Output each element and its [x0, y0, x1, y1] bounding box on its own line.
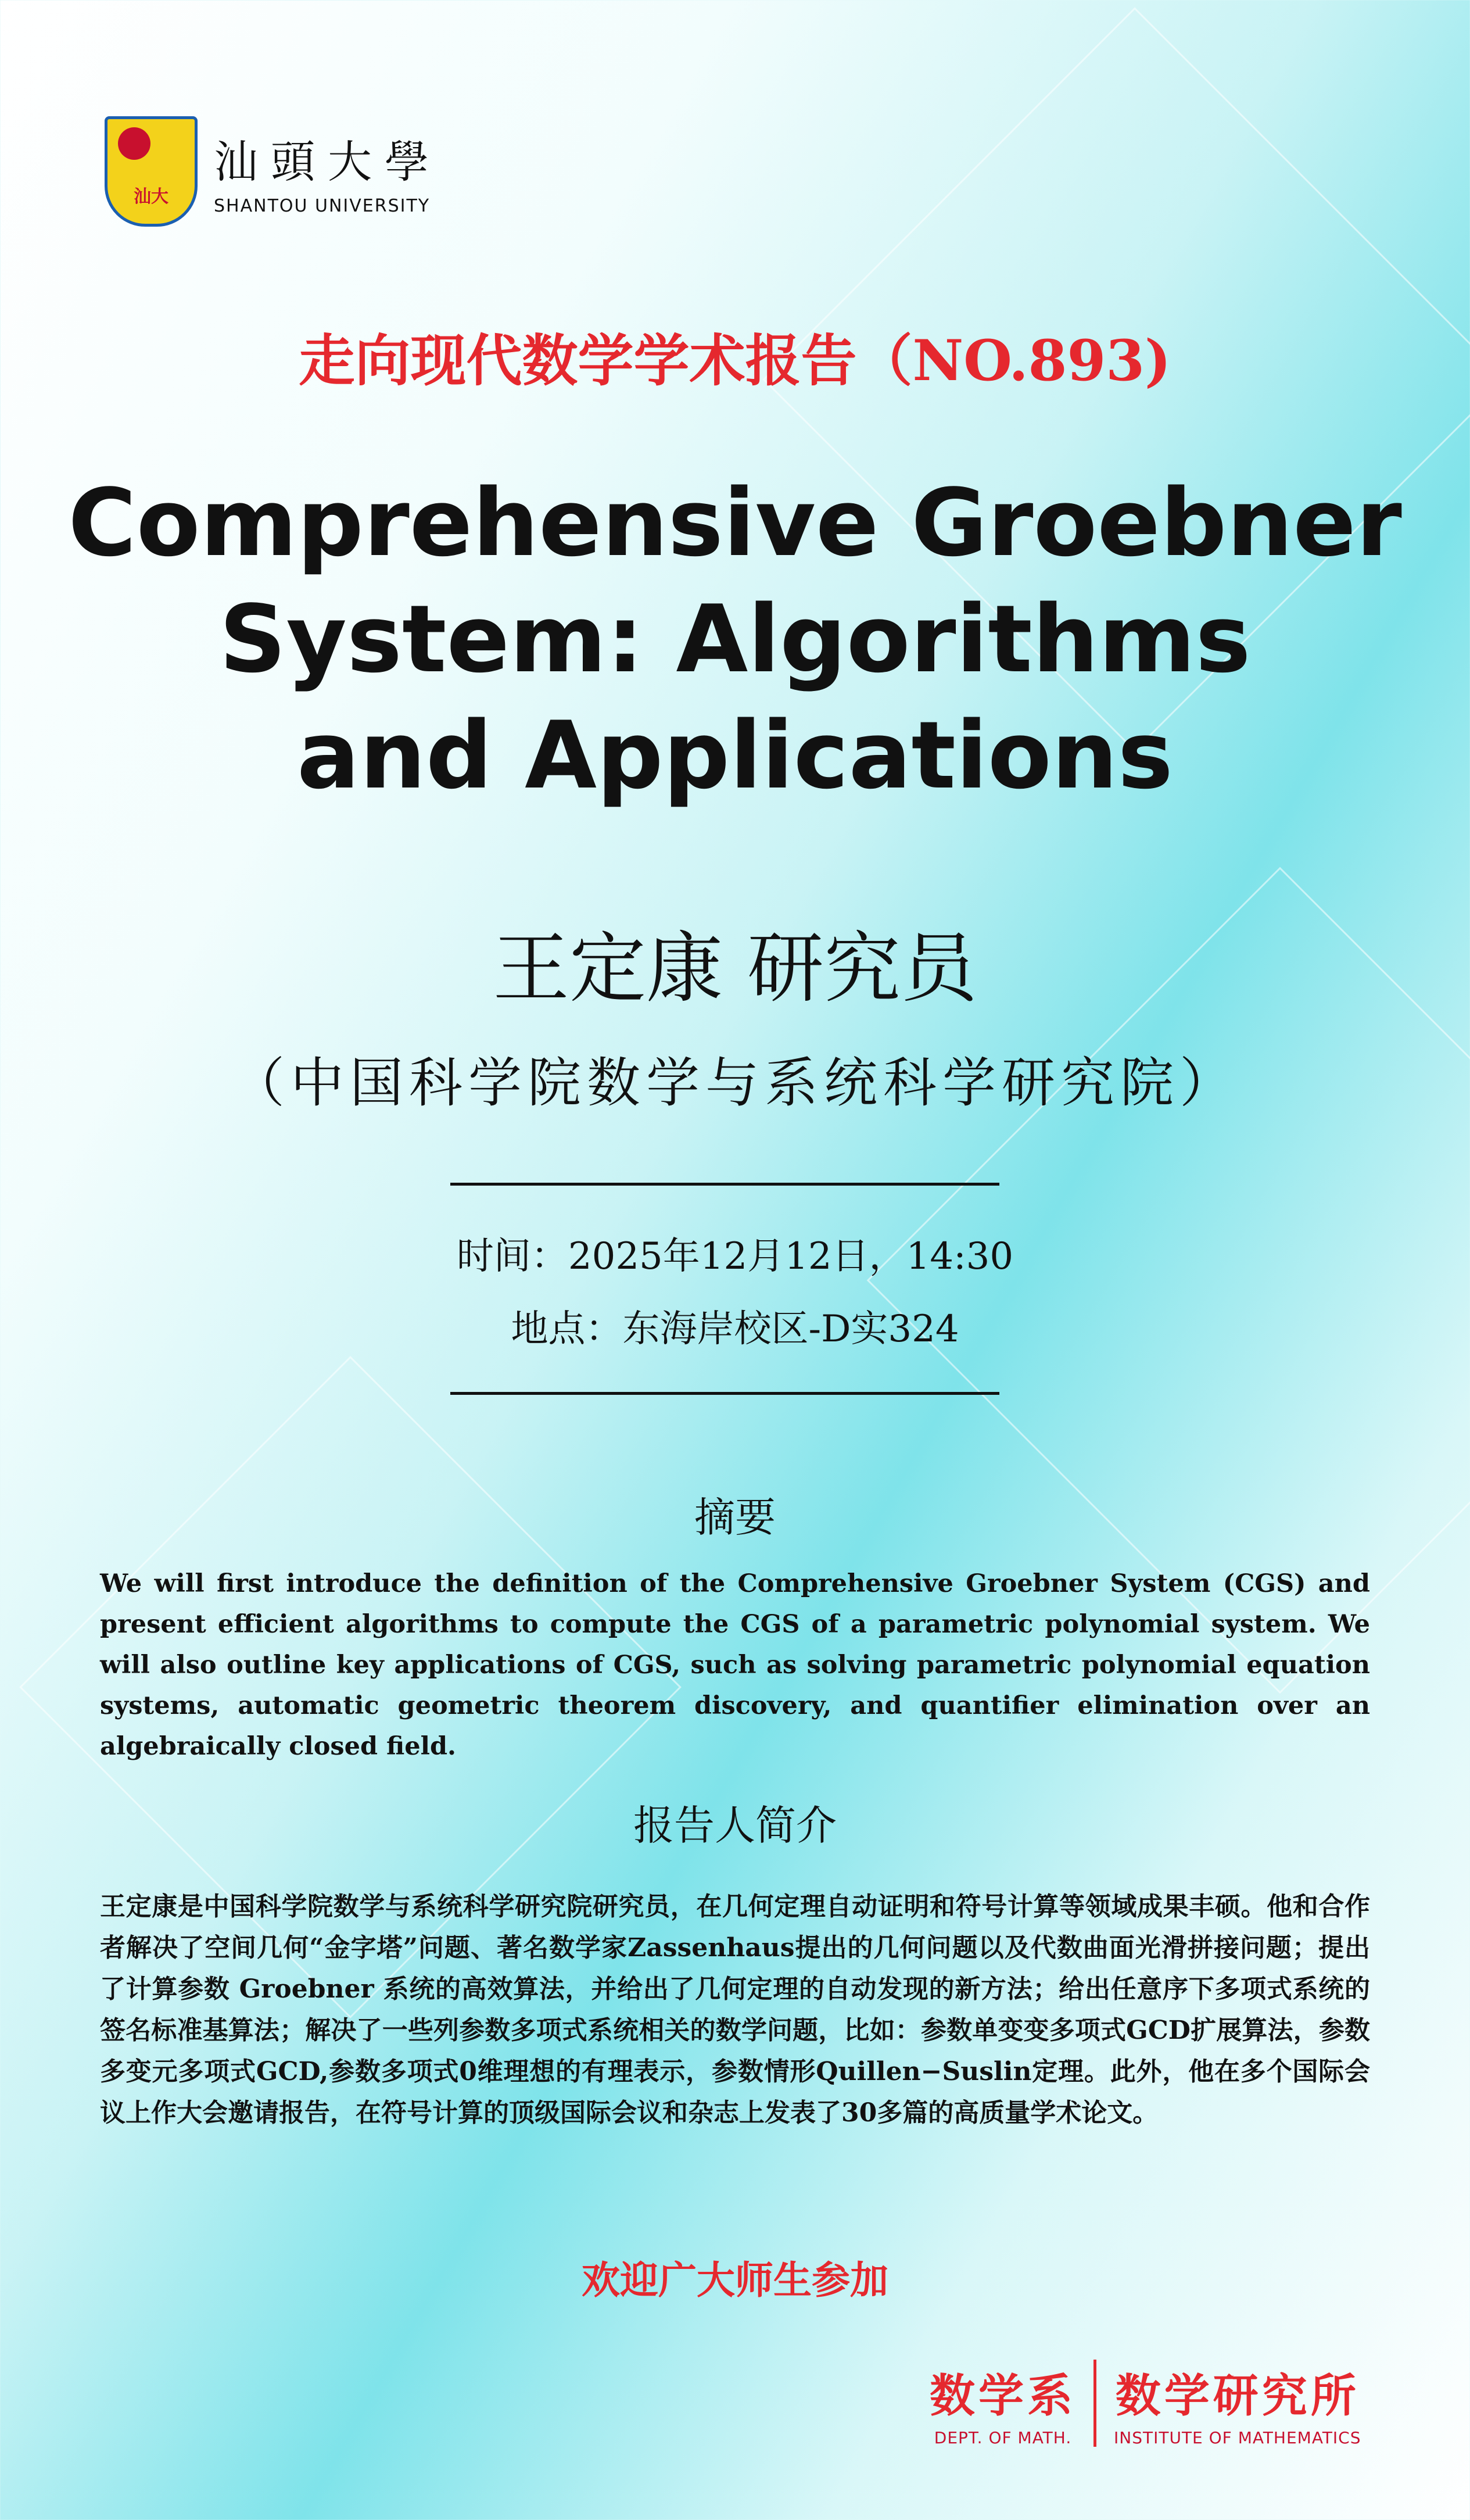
abstract-heading: 摘要: [694, 1494, 776, 1541]
speaker-name: 王定康 研究员: [493, 924, 977, 1014]
dept-name-en: DEPT. OF MATH.: [934, 2428, 1072, 2447]
university-name-cn: 汕頭大學: [214, 136, 442, 188]
crest-flower-icon: [118, 127, 150, 160]
speaker-affiliation: （中国科学院数学与系统科学研究院）: [231, 1052, 1239, 1114]
dept-name-cn: 数学系: [930, 2369, 1077, 2422]
talk-title-line: Comprehensive Groebner: [68, 468, 1402, 577]
institute-name-cn: 数学研究所: [1115, 2369, 1360, 2422]
institute-name-en: INSTITUTE OF MATHEMATICS: [1114, 2428, 1361, 2447]
university-name-en: SHANTOU UNIVERSITY: [214, 196, 431, 216]
talk-title-line: System: Algorithms: [219, 585, 1251, 693]
divider-bottom: [450, 1392, 999, 1395]
university-logo: [105, 116, 442, 227]
footer-divider: [1093, 2360, 1096, 2447]
bio-heading: 报告人简介: [633, 1802, 837, 1849]
talk-title: [0, 465, 1470, 814]
bio-text: 王定康是中国科学院数学与系统科学研究院研究员，在几何定理自动证明和符号计算等领域成果丰硕。他和合作者解决了空间几何“金字塔”问题、著名数学家Zassenhaus提出的几何问题以及代数曲面光滑拼接问题；提出了计算参数 Groebner 系统的高效算法，并给出了几何定理的自动发现的新方法；给出任意序下多项式系统的签名标准基算法；解决了一些列参数多项式系统相关的数学问题，比如：参数单变变多项式GCD扩展算法，参数多变元多项式GCD,参数多项式0维理想的有理表示，参数情形Quillen−Suslin定理。此外，他在多个国际会议上作大会邀请报告，在符号计算的顶级国际会议和杂志上发表了30多篇的高质量学术论文。: [100, 1892, 1370, 2128]
event-time: 时间：2025年12月12日，14:30: [456, 1235, 1014, 1278]
divider-top: [450, 1183, 999, 1186]
crest-text: 汕大: [134, 187, 168, 207]
organizer-logo: [930, 2360, 1361, 2447]
talk-title-line: and Applications: [297, 701, 1173, 810]
lecture-series-title: 走向现代数学学术报告（NO.893): [299, 328, 1171, 393]
abstract-text: We will first introduce the definition of the Comprehensive Groebner System (CGS) and present efficient algorithms to compute the CGS of a parametric polynomial system. We will also outline key applications of CGS, such as solving parametric polynomial equation systems, automatic geometric theorem discovery, and quantifier elimination over an algebraically closed field.: [100, 1569, 1370, 1761]
event-location: 地点：东海岸校区-D实324: [511, 1308, 959, 1351]
university-crest-icon: [105, 116, 198, 227]
welcome-message: 欢迎广大师生参加: [582, 2257, 888, 2303]
